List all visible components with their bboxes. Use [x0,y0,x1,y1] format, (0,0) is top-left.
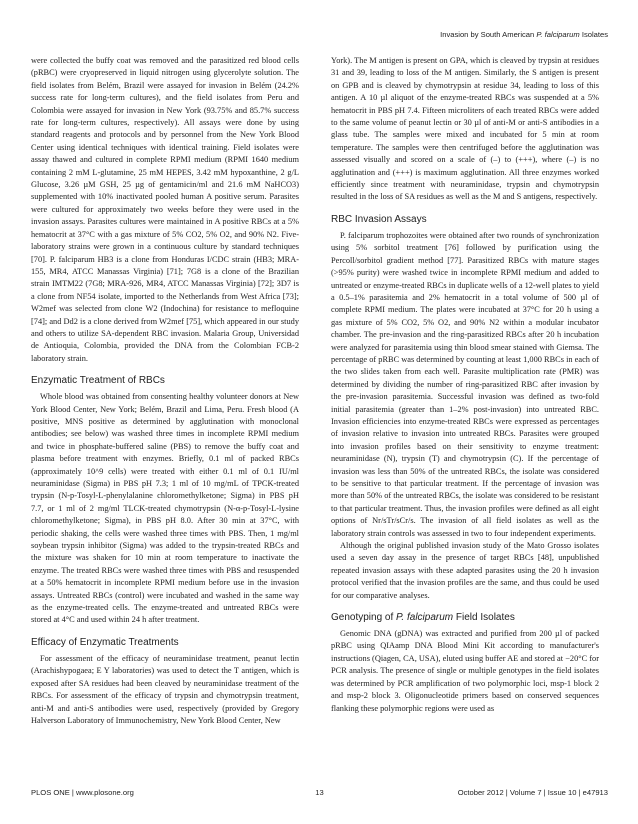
heading-genotyping [331,612,599,624]
heading-genotyping-prefix: Genotyping of [331,612,397,624]
paragraph-efficacy: For assessment of the efficacy of neuraminidase treatment, peanut lectin (Arachishypogaea; E Y laboratories) was used to detect the T antigen, which is exposed after SA residues had been cleaved by neuraminidase treatment of the RBCs. For assessment of the efficacy of trypsin and chymotrypsin treatment, anti-M and anti-S antibodies were used, respectively (provided by Gregory Halverson Laboratory of Immunochemistry, New York Blood Center, New [31,653,299,725]
paragraph-antigen-detection: York). The M antigen is present on GPA, which is cleaved by trypsin at residues 31 and 39, leading to loss of the M antigen. Similarly, the S antigen is present on GPB and is cleaved by chymotrypsin at residue 34, leading to loss of this antigen. A 10 µl aliquot of the enzyme-treated RBCs was suspended at a 5% hematocrit in PBS pH 7.4. Fifteen microliters of each treated RBCs were added to the same volume of peanut lectin or 30 µl of anti-M or anti-S antibodies in a glass tube. The samples were mixed and incubated for 5 min at room temperature. The samples were then centrifuged before the agglutination was assessed visually and scored on a scale of (–) to (+++), where (–) is no agglutination and (+++) is maximum agglutination. All three enzymes worked efficiently since treatment with neuraminidase, trypsin and chymotrypsin resulted in the loss of SA residues as well as the M and S antigens, respectively. [331,56,599,202]
heading-genotyping-species: P. falciparum [396,612,454,624]
heading-enzymatic-treatment: Enzymatic Treatment of RBCs [31,375,165,387]
paragraph-rbc-invasion: P. falciparum trophozoites were obtained after two rounds of synchronization using 5% sorbitol treatment [76] followed by purification using the Percoll/sorbitol gradient method [77]. Parasitized RBCs with mature stages (>95% purity) were washed twice in incomplete RPMI medium and added to untreated or enzyme-treated RBCs in duplicate wells of a 12-well plates to yield a 0.5–1% parasitemia and 2% hematocrit in a total volume of 500 µl of complete RPMI medium. The plates were incubated at 37°C for 20 h using a gas mixture of 5% CO2, 5% O2, and 90% N2 within a modular incubator chamber. The pre-invasion and the ring-parasitized RBCs after 20 h incubation were analyzed for parasitemia using thin blood smear stained with Giemsa. The percentage of pRBC was determined by counting at least 1,000 RBCs in each of the two slides taken from each well. Parasite multiplication rate (PMR) was determined by dividing the number of ring-parasitized RBC after invasion by the pre-invasion parasitemia. Successful invasion was defined as two-fold initial parasitemia (greater than 1–2% post-invasion) into untreated RBC. Invasion efficiencies into enzyme-treated RBCs were expressed as percentages of invasion relative to invasion into untreated RBCs. Parasites were grouped into invasion profiles based on their sensitivity to enzyme treatment: neuraminidase (N), trypsin (T) and chymotrypsin (C). If the percentage of invasion was less than 50% of the untreated RBCs, the isolate was considered to be sensitive to that particular treatment. If the percentage of invasion was more than 50% of the untreated RBCs, the isolate was considered to be resistant to that particular treatment. Thus, the invasion profiles were defined as all eight options of Nr/sTr/sCr/s. The invasion of all field isolates as well as the laboratory strain controls was assessed in two to four independent experiments. [331,230,599,538]
right-column [331,55,599,715]
heading-genotyping-suffix: Field Isolates [453,612,515,624]
header-title-suffix: Isolates [579,30,608,39]
heading-efficacy: Efficacy of Enzymatic Treatments [31,636,179,648]
heading-rbc-invasion: RBC Invasion Assays [331,213,427,225]
paragraph-genotyping: Genomic DNA (gDNA) was extracted and purified from 200 µl of packed pRBC using QIAamp DNA Blood Mini Kit according to manufacturer's instructions (Qiagen, CA, USA), eluted using buffer AE and stored at −20°C for PCR analysis. The presence of single or multiple genotypes in the field isolates was determined by PCR amplification of two polymorphic loci, msp-1 block 2 and msp-2 block 3. Oligonucleotide primers based on conserved sequences flanking these polymorphic regions were used as [331,629,599,713]
left-column [31,55,299,727]
running-header [440,30,608,39]
paragraph-isolate-collection: were collected the buffy coat was removed and the parasitized red blood cells (pRBC) were cryopreserved in liquid nitrogen using glycerolyte solution. The field isolates from Belém, Brazil were assayed for invasion in Belém (24.2% success rate for long-term cultures), and the field isolates from Peru and Colombia were assayed for invasion in New York (93.75% and 85.7% success rate for long-term cultures, respectively). All assays were done by using standard reagents and protocols and by personnel from the New York Blood Center using identical techniques with identical training. Field isolates were assay thawed and cultured in complete RPMI medium (RPMI 1640 medium containing 2 mM L-glutamine, 25 mM HEPES, 3.42 mM hypoxanthine, 2 g/L Glucose, 3.26 µM GSH, 25 µg of gentamicin/ml and 21.6 mM NaHCO3) supplemented with 10% inactivated pooled human A positive serum. Parasites were cultured for approximately two weeks before they were used in the invasion assays. Parasites cultures were maintained in A positive RBCs at a 5% hematocrit at 37°C with a gas mixture of 5% CO2, 5% O2, and 90% N2. Five-laboratory strains were grown in a continuous culture by standard techniques [70]. P. falciparum HB3 is a clone from Honduras I/CDC strain (HB3; MRA-155, MR4, ATCC Manassas Virginia) [71]; 7G8 is a clone of the Brazilian strain IMTM22 (7G8; MRA-926, MR4, ATCC Manassas Virginia) [72]; 3D7 is a clone from NF54 isolate, imported to the Netherlands from West Africa [73]; W2mef was selected from clone W2 (Indochina) for resistance to mefloquine [74]; and Dd2 is a clone derived from W2mef [75], which appeared in our study and others to utilize SA-dependent RBC invasion. Malaria Group, Universidad de Antioquia, Colombia, provided the DNA from the Colombian FCB-2 laboratory strain. [31,56,299,363]
page-number: 13 [315,788,324,797]
paragraph-mato-grosso: Although the original published invasion study of the Mato Grosso isolates used a seven day assay in the presence of target RBCs [48], unpublished repeated invasion assays with these adapted parasites using the 20 h invasion protocol verified that the invasion profiles are the same, and thus could be used for our comparative analyses. [331,541,599,600]
footer-citation: October 2012 | Volume 7 | Issue 10 | e47913 [457,788,608,797]
paragraph-enzymatic-treatment: Whole blood was obtained from consenting healthy volunteer donors at New York Blood Center, New York; Belém, Brazil and Lima, Peru. Fresh blood (A positive, MNS positive as determined by agglutination with monoclonal antibodies; see below) was washed three times in incomplete RPMI medium and twice in phosphate-buffered saline (PBS) to remove the buffy coat and plasma before treatment with enzymes. Briefly, 0.1 ml of packed RBCs (approximately 10^9 cells) were treated with either 0.1 ml of 0.1 IU/ml neuraminidase (Sigma) in PBS pH 7.3; 1 ml of 10 mg/mL of TPCK-treated trypsin (N-p-Tosyl-L-phenylalanine chloromethylketone; Sigma) in PBS pH 7.7, or 1 ml of 2 mg/ml TLCK-treated chymotrypsin (N-α-p-Tosyl-L-lysine chloromethylketone; Sigma), in PBS pH 8.0. After 30 min at 37°C, with periodic shaking, the cells were washed three times with PBS. Then, 1 mg/ml soybean trypsin inhibitor (Sigma) was added to the trypsin-treated RBCs and the mixture was shaken for 10 min at room temperature to inactivate the enzyme. The treated RBCs were washed three times with PBS and resuspended at a 50% hematocrit in incomplete RPMI medium before use in the invasion assays. Untreated RBCs (control) were incubated and washed in the same way as the enzyme-treated cells. The enzyme-treated and untreated RBCs were stored at 4°C and used within 24 h after treatment. [31,392,299,625]
footer-journal-link[interactable]: PLOS ONE | www.plosone.org [31,788,134,797]
page-footer [31,788,608,800]
header-title-prefix: Invasion by South American [440,30,537,39]
header-title-species: P. falciparum [536,30,580,39]
